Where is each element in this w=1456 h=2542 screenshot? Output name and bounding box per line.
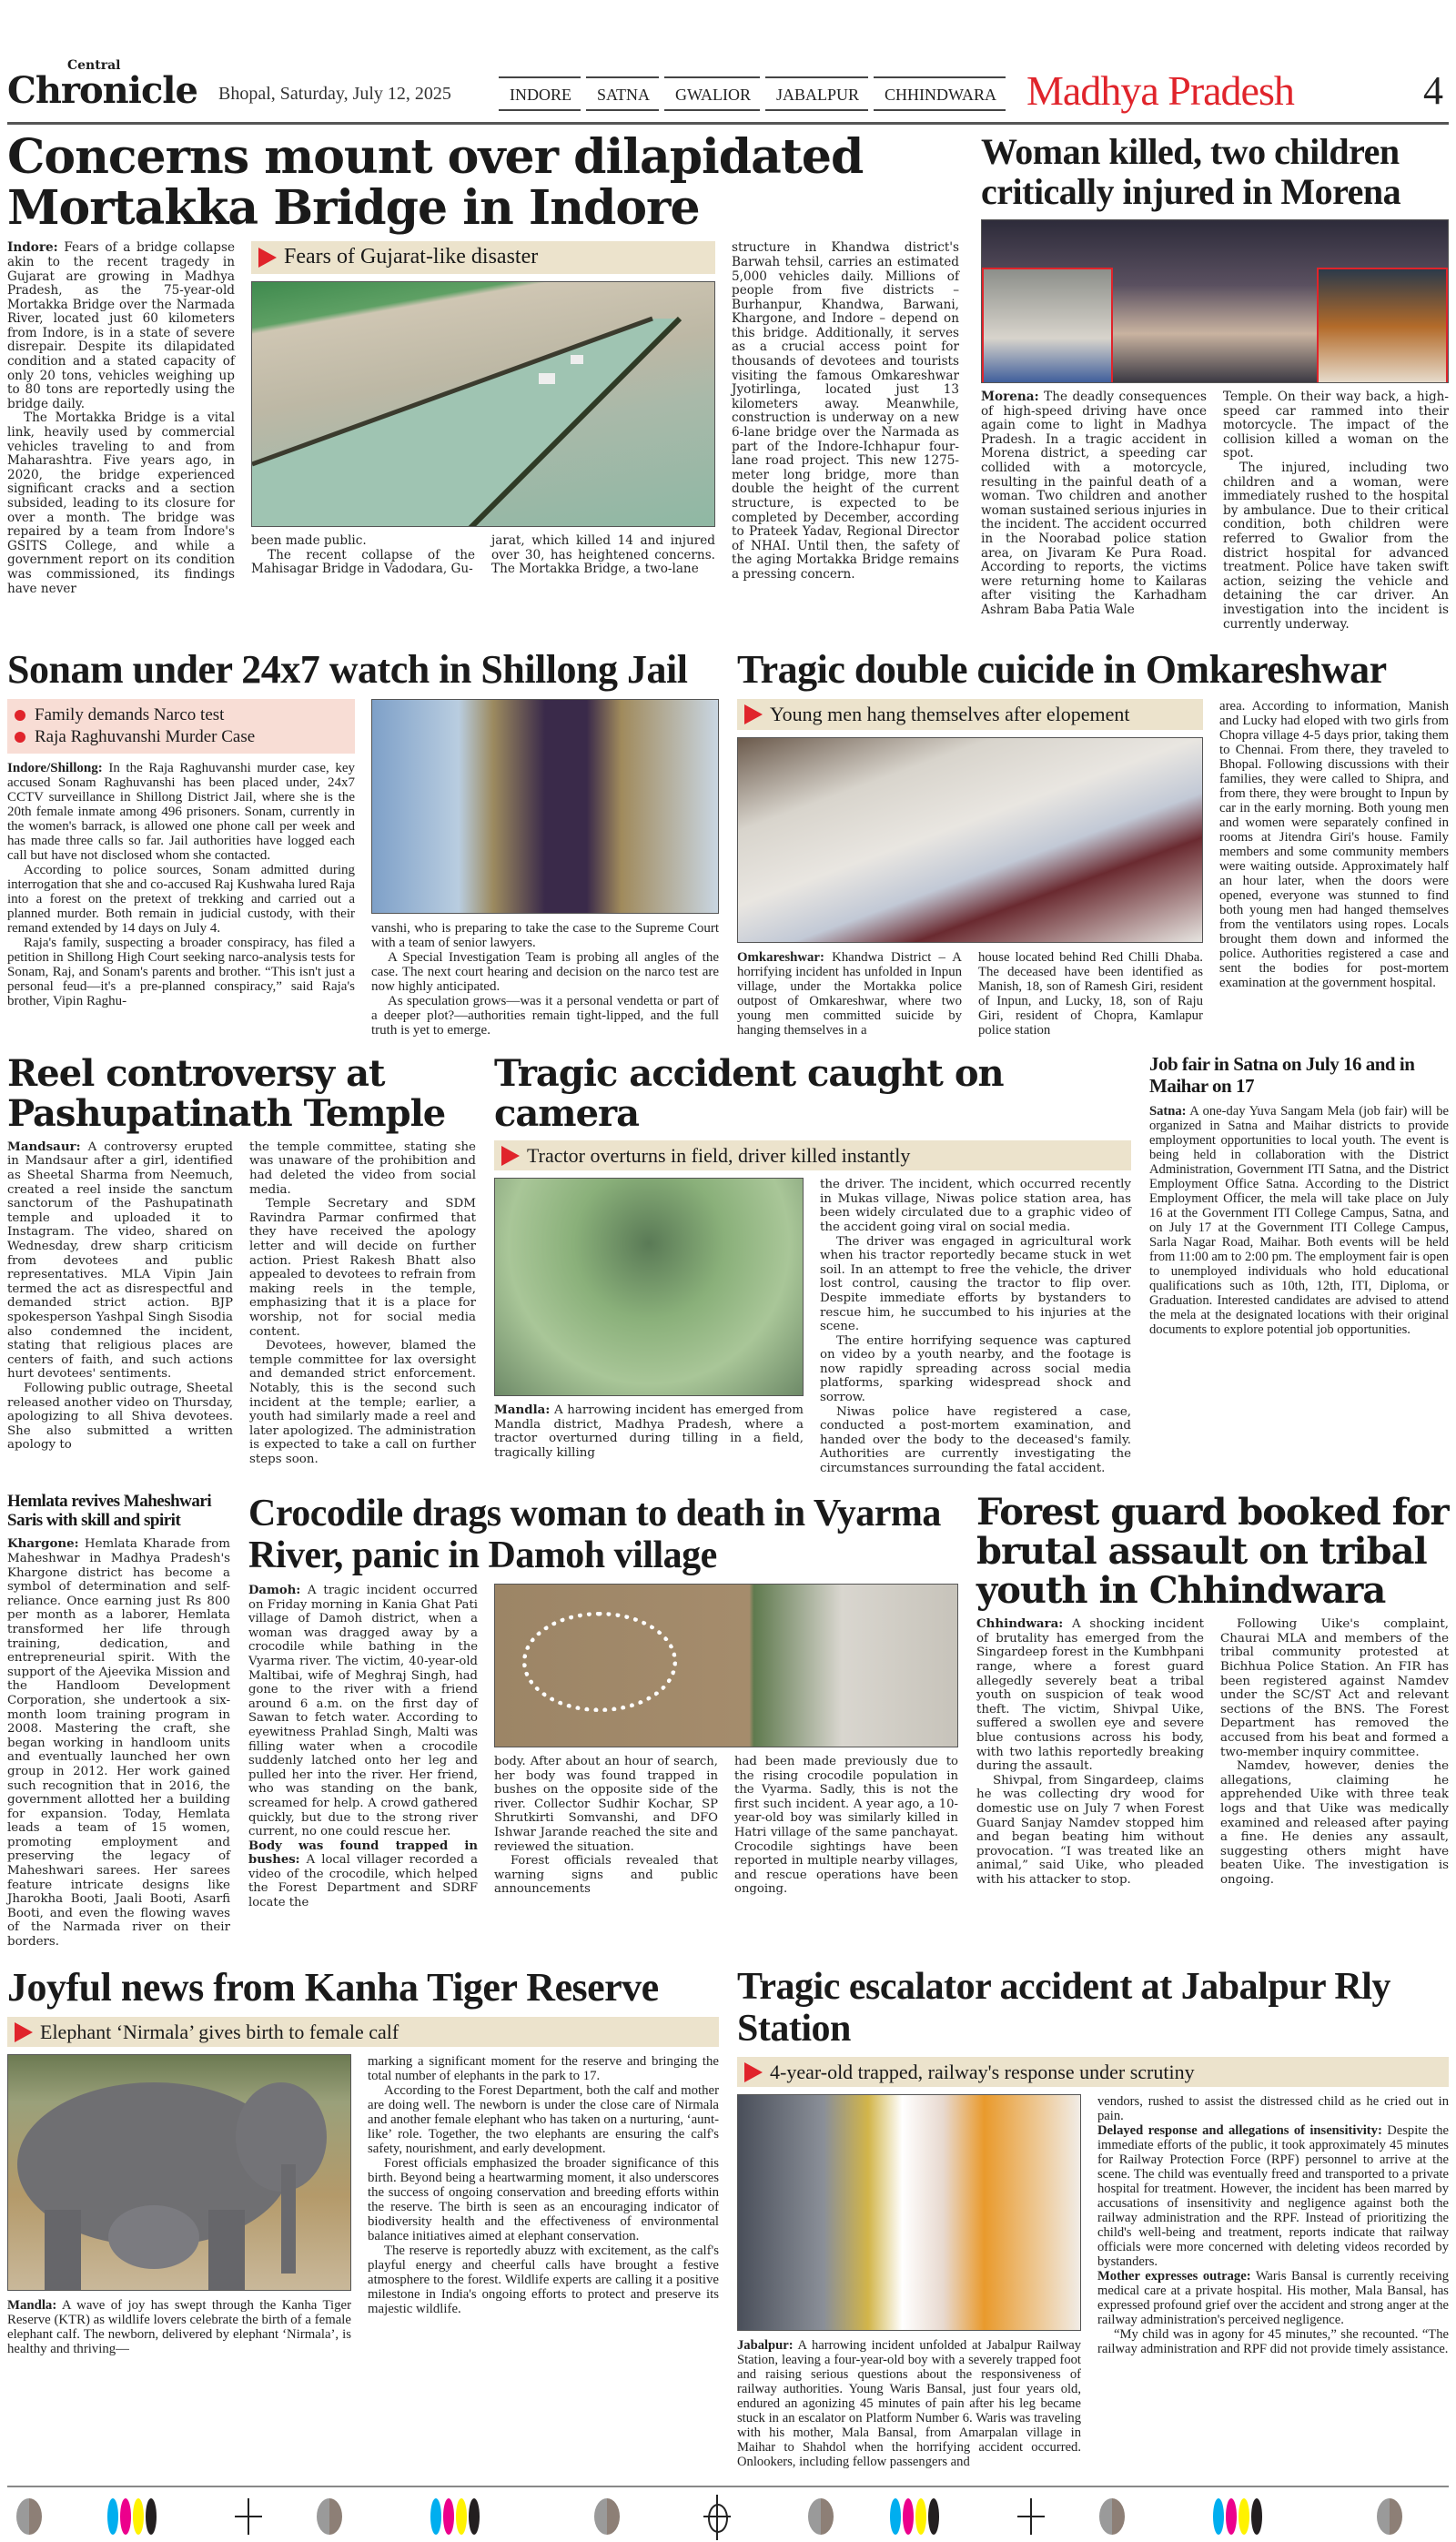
city-nav [499,76,1011,111]
highlight-circle [522,1612,677,1712]
paragraph: A harrowing incident unfolded at Jabalpur Railway Station, leaving a four-year-old boy with a severely trapped foot and raising serious questions about the responsiveness of railway authorities. Young Waris Bansal, just four years old, endured an agonizing 45 minutes of pain after his leg became stuck in an escalator on Platform Number 6. Waris was traveling with his mother, Mala Bansal, from Amarpalan village in Maihar to Shahdol when the horrifying accident occurred. Onlookers, including fellow passengers and [737,2338,1082,2470]
paragraph: Despite the immediate efforts of the public, it took approximately 45 minutes for Railway Protection Force (RPF) personnel to arrive at the scene. The child was eventually freed and transported to a private hospital for treatment. However, the incident has been marred by accusations of insensitivity and negligence against both the railway administration and the RPF. Instead of prioritizing the child's well-being and treatment, reports indicate that railway officials were more concerned with deleting videos recorded by bystanders. [1097,2123,1449,2270]
paragraph: Temple Secretary and SDM Ravindra Parmar confirmed that they have received the apology letter and will decide on further action. Priest Rakesh Bhatt also appealed to devotees to refrain from making reels in the temple, emphasizing that it is a place for worship, not for social media content. [249,1197,476,1339]
registration-dot-icon [594,2498,620,2535]
right-block [494,1584,958,1897]
paragraph: Niwas police have registered a case, conducted a post-mortem examination, and handed over the body to the deceased's family. Authorities are currently investigating the circumstances surrounding the fatal accident. [820,1404,1131,1476]
swatch-cyan [890,2498,901,2535]
paragraph: A one-day Yuva Sangam Mela (job fair) will be organized in Satna and Maihar districts to provide employment opportunities to local youth. The event is being held in collaboration with the District Administration, Government ITI Satna, and the District Employment Office Satna. According to the District Employment Officer, the mela will take place on July 16 at the Government ITI College Campus, Satna, and on July 17 at the Government ITI College Campus, Sarla Nagar Road, Maihar. Both events will be held from 11:00 am to 2:00 pm. The employment fair is open to unemployed individuals who hold educational qualifications such as 10th, 12th, ITI, Diploma, or Graduation. Interested candidates are advised to attend the mela at the designated locations with their original documents to explore potential job opportunities. [1149,1103,1449,1337]
swatch-yellow [133,2498,144,2535]
headline: Woman killed, two children critically injured in Morena [981,131,1401,212]
kicker-text: Tractor overturns in field, driver killed instantly [527,1143,911,1167]
column-4 [732,241,959,582]
logo-main: Chronicle [7,69,197,112]
paragraph: The entire horrifying sequence was captured on video by a youth nearby, and the footage is now rapidly spreading across social media platforms, sparking widespread shock and sorrow. [820,1333,1131,1405]
column-2 [371,921,719,1038]
right-block [371,699,719,1038]
article-tractor [494,1054,1131,1475]
swatch-cyan [430,2498,441,2535]
paragraph: marking a significant moment for the reserve and bringing the total number of elephants in the park to 17. [368,2054,719,2084]
registration-dot-icon [1099,2498,1125,2535]
subhead: Mother expresses outrage: [1097,2269,1251,2284]
paragraph: According to police sources, Sonam admitted during interrogation that she and co-accused Raj Kushwaha lured Raja into a forest on the pretext of trekking and carried out a planned murder. Both remain in judicial custody, with their remand extended by 14 days on July 4. [7,863,355,937]
article-body [737,699,1449,1037]
paragraph: A tragic incident occurred on Friday morning in Kania Ghat Pati village of Damoh district, when a woman was dragged away by a crocodile while bathing in the Vyarma river. The victim, 40-year-old Maltibai, wife of Meghraj Singh, had gone to the river with a friend around 6 a.m. on the first day of Sawan to fetch water. According to eyewitness Prahlad Singh, Malti was filling water when a crocodile suddenly latched onto her leg and pulled her into the river. Her friend, who was standing on the bank, screamed for help. A crowd gathered quickly, but due to the strong river current, no one could rescue her. [248,1584,478,1839]
article-sonam [7,648,719,1038]
print-registration-marks [7,2486,1449,2542]
left-block [7,699,355,1008]
column-1 [7,761,355,1008]
paragraph: The recent collapse of the Mahisagar Bridge in Vadodara, Gu- [251,547,475,577]
dateline: Satna: [1149,1103,1187,1119]
crosshair-icon [235,2498,262,2535]
article-forest [976,1490,1449,1888]
kicker [7,2017,719,2047]
column-2 [820,1178,1131,1475]
article-body [7,699,719,1038]
paragraph: the driver. The incident, which occurred recently in Mukas village, Niwas police station area, has been widely circulated due to a graphic video of the accident going viral on social media. [820,1178,1131,1234]
column-1 [737,950,962,1038]
registration-dot-icon [1377,2498,1402,2535]
photo-sonam [371,699,719,914]
paragraph: The driver was engaged in agricultural work when his tractor reportedly became stuck in wet soil. In an attempt to free the vehicle, the driver lost control, causing the tractor to flip over. Despite immediate efforts by bystanders to rescue him, he succumbed to his injuries at the scene. [820,1234,1131,1334]
photo-omkareshwar [737,737,1203,943]
red-dot-icon [15,732,25,743]
subhead: Delayed response and allegations of insensitivity: [1097,2123,1382,2139]
row-4 [7,1490,1449,1950]
registration-dot-icon [317,2498,342,2535]
headline: Tragic double cuicide in Omkareshwar [737,647,1387,693]
center-block [251,241,715,576]
paragraph: Shivpal, from Singardeep, claims he was collecting dry wood for domestic use on July 7 when Forest Guard Sanjay Namdev stopped him and began beating him without provocation. “I was treated like an animal,” said Uike, who pleaded with his attacker to stop. [976,1773,1204,1887]
row-3 [7,1054,1449,1475]
dateline: Chhindwara: [976,1616,1064,1632]
headline: Forest guard booked for brutal assault on tribal youth in Chhindwara [976,1490,1449,1612]
paragraph: The reserve is reportedly abuzz with excitement, as the calf's playful energy and cheerful calls have brought a festive atmosphere to the forest. Wildlife experts are calling it a positive milestone in India's ongoing efforts to protect and preserve its majestic wildlife. [368,2243,719,2317]
paragraph: A harrowing incident has emerged from Mandla district, Madhya Pradesh, where a tractor overturned during tilling in a field, tragically killing [494,1403,804,1460]
dateline: Damoh: [248,1584,301,1597]
registration-dot-icon [808,2498,834,2535]
paragraph: Forest officials emphasized the broader significance of this birth. Beyond being a heartwarming moment, it also underscores the success of ongoing conservation and breeding efforts within the reserve. The birth is seen as an encouraging indicator of biodiversity health and the effectiveness of environmental balance initiatives aimed at elephant conservation. [368,2156,719,2244]
swatch-black [146,2498,157,2535]
paragraph: vendors, rushed to assist the distressed child as he cried out in pain. [1097,2094,1449,2124]
triangle-bullet-icon [501,1146,520,1166]
paragraph: The Mortakka Bridge is a vital link, heavily used by commercial vehicles traveling to and from Maharashtra. Five years ago, in 2020, the bridge experienced significant cracks and a section subsided, leading to its closure for over a month. The bridge was repaired by a team from Indore's GSITS College, and while a government report on its condition was commissioned, its findings have never [7,410,235,596]
article-body [248,1584,958,1910]
photo-morena [981,219,1449,383]
kicker [737,699,1203,729]
dateline: Mandla: [7,2298,57,2314]
elephant-illustration [8,2055,351,2291]
article-body [7,2054,719,2356]
headline: Reel controversy at Pashupatinath Temple [7,1052,446,1135]
triangle-bullet-icon [15,2022,33,2042]
left-block [737,2094,1081,2469]
swatch-magenta [443,2498,454,2535]
column-2 [249,1140,476,1467]
paragraph: had been made previously due to the rising crocodile population in the Vyarma. Sadly, this is not the first such incident. A year ago, a 10-year-old boy was similarly killed in Hatri village of the same panchayat. Crocodile sightings have been reported in multiple nearby villages, and rescue operations have been ongoing. [734,1755,958,1897]
article-escalator [737,1966,1449,2470]
red-dot-icon [15,710,25,721]
newspaper-page [7,0,1449,2542]
swatch-cyan [1213,2498,1224,2535]
dateline: Omkareshwar: [737,949,824,965]
paragraph: body. After about an hour of search, her body was found trapped in bushes on the opposite side of the river. Collector Sudhir Kochar, SP Shrutkirti Somvanshi, and DFO Ishwar Jarande reached the site and reviewed the situation. [494,1755,718,1854]
dateline: Jabalpur: [737,2338,794,2354]
column-2 [1220,1617,1449,1887]
column-2 [251,534,475,577]
left-columns [737,950,1203,1038]
row-1 [7,129,1449,632]
column-1 [7,1140,233,1453]
city-tab-chhindwara[interactable]: CHHINDWARA [874,76,1006,111]
kicker-text: Fears of Gujarat-like disaster [284,245,539,269]
bridge-illustration [252,282,715,527]
headline: Sonam under 24x7 watch in Shillong Jail [7,647,688,693]
bullet-item [15,726,348,748]
paragraph: The deadly consequences of high-speed driving have once again come to light in Madhya Pradesh. In a tragic accident in Morena district, a speeding car collided with a motorcycle, resulting in the painful death of a woman. Two children and another woman sustained serious injuries in the incident. The accident occurred in the Noorabad police station area, on Jivaram Ke Pura Road. According to reports, the victims were returning home to Kailaras after visiting the Karhadham Ashram Baba Patia Wale [981,390,1207,617]
headline: Joyful news from Kanha Tiger Reserve [7,1964,659,2010]
column-1 [981,390,1207,618]
photo-bridge [251,281,715,527]
paragraph: Fears of a bridge collapse akin to the recent tragedy in Gujarat are growing in Madhya Pradesh, as the 75-year-old Mortakka Bridge over the Narmada River, located just 60 kilometers from Indore, is in a state of severe disrepair. Despite its dilapidated condition and a stated capacity of only 20 tons, vehicles weighing up to 80 tons are reportedly using the bridge daily. [7,240,236,411]
bullet-item [15,704,348,726]
article-kanha [7,1966,719,2357]
row-5 [7,1966,1449,2470]
article-crocodile [248,1493,958,1910]
swatch-magenta [903,2498,914,2535]
article-body [494,1178,1131,1475]
paragraph: been made public. [251,532,367,548]
paragraph: Khandwa District – A horrifying incident has unfolded in Inpun village, under the Mortakka police outpost of Omkareshwar, where two young men committed suicide by hanging themselves in a [737,949,962,1038]
swatch-yellow [915,2498,926,2535]
swatch-yellow [456,2498,467,2535]
article-reel [7,1054,476,1466]
column-1 [737,2338,1081,2469]
dateline: Indore: [7,240,58,256]
article-mortakka [7,129,963,596]
city-tab-satna[interactable]: SATNA [586,76,659,111]
article-body [981,390,1449,632]
cmyk-swatch-icon [430,2498,480,2535]
headline: Concerns mount over dilapidated Mortakka Bridge in Indore [7,129,864,237]
paragraph: A wave of joy has swept through the Kanha Tiger Reserve (KTR) as wildlife lovers celebrate the birth of a female elephant calf. The newborn, delivered by elephant ‘Nirmala’, is healthy and thriving— [7,2298,352,2357]
bullet-text: Family demands Narco test [35,705,225,725]
paragraph: In the Raja Raghuvanshi murder case, key accused Sonam Raghuvanshi has been placed under, 24x7 CCTV surveillance in Shillong District Jail, where she is the 20th female inmate among 496 prisoners. Sonam, currently in the women's barrack, is allowed one phone call per week and has made three calls so far. Jail authorities have logged each call but have not disclosed whom she contacted. [7,761,356,864]
paragraph: Namdev, however, denies the allegations, claiming he apprehended Uike with three teak logs and that Uike was medically examined and released after paying a fine. He denies any assault, suggesting others might have beaten Uike. The investigation is ongoing. [1220,1759,1449,1887]
dateline: Bhopal, Saturday, July 12, 2025 [218,84,451,104]
column-3 [1219,699,1449,990]
page-number: 4 [1423,68,1443,113]
paragraph: “My child was in agony for 45 minutes,” she recounted. “The railway administration and RPF did not provide timely assistance. [1097,2327,1449,2357]
section-title: Madhya Pradesh [1026,67,1294,114]
article-jobfair [1149,1054,1449,1336]
dateline: Morena: [981,390,1039,404]
dateline: Mandsaur: [7,1139,81,1154]
city-tab-jabalpur[interactable]: JABALPUR [765,76,868,111]
paragraph: A Special Investigation Team is probing all angles of the case. The next court hearing and decision on the narco test are now highly anticipated. [371,950,719,995]
column-2 [978,950,1203,1038]
triangle-bullet-icon [744,2062,763,2082]
city-tab-indore[interactable]: INDORE [499,76,581,111]
paragraph: structure in Khandwa district's Barwah tehsil, carries an estimated 5,000 vehicles daily. Millions of people from five districts – Burhanpur, Khandwa, Barwani, Khargone, and Indore – depend on this bridge. Additionally, it serves as a crucial access point for thousands of devotees and tourists visiting the famous Omkareshwar Jyotirlinga, located just 13 kilometers away. Meanwhile, construction is underway on a new 6-lane bridge over the Narmada as part of the Indore-Ichhapur four-lane road project. This new 1275-meter long bridge, more than double the height of the current structure, is expected to be completed by December, according to Prateek Yadav, Regional Director of NHAI. Until then, the safety of the aging Mortakka Bridge remains a pressing concern. [732,240,959,582]
right-columns [494,1755,958,1897]
kicker-text: 4-year-old trapped, railway's response under scrutiny [770,2061,1195,2083]
column-1 [494,1403,804,1460]
article-hemlata [7,1493,230,1950]
cmyk-swatch-icon [890,2498,939,2535]
photo-elephant [7,2054,351,2291]
headline: Tragic accident caught on camera [494,1052,1004,1135]
paragraph: the temple committee, stating she was unaware of the prohibition and had deleted the video from social media. [249,1139,476,1197]
paragraph: house located behind Red Chilli Dhaba. The deceased have been identified as Manish, 18, son of Ramesh Giri, resident of Inpun, and Lucky, 18, son of Raju Giri, resident of Chopra, Kamlapur police station [978,949,1203,1038]
cmyk-swatch-icon [1213,2498,1262,2535]
logo [7,58,197,116]
dateline: Khargone: [7,1536,79,1552]
photo-crocodile [494,1584,958,1747]
column-2 [368,2054,719,2316]
paragraph: A shocking incident of brutality has emerged from the Singardeep forest in the Kumbhpani range, where a forest guard allegedly severely beat a tribal youth on suspicion of teak wood theft. The victim, Shivpal Uike, suffered a swollen eye and severe blue contusions across his body, with two lathis reportedly breaking during the assault. [976,1617,1204,1774]
paragraph: Devotees, however, blamed the temple committee for lax oversight and demanded strict enforcement. Notably, this is the second such incident at the temple; earlier, a youth had similarly made a reel and later apologized. The administration is expected to take a call on further steps soon. [249,1339,476,1466]
triangle-bullet-icon [258,248,277,268]
inset-photo-right [1317,268,1448,383]
dateline: Mandla: [494,1403,551,1418]
row-2 [7,648,1449,1038]
article-body [7,1140,476,1467]
city-tab-gwalior[interactable]: GWALIOR [664,76,760,111]
triangle-bullet-icon [744,704,763,724]
column-2 [1097,2094,1449,2356]
kicker-text: Young men hang themselves after elopement [770,703,1130,726]
article-body [976,1617,1449,1887]
paragraph: Raja's family, suspecting a broader conspiracy, has filed a petition in Shillong High Court seeking narco-analysis tests for Sonam, Raj, and Sonam's parents and brother. “This isn't just a personal feud—it's a pre-planned conspiracy,” said Raja's brother, Vipin Raghu- [7,936,355,1009]
paragraph: A controversy erupted in Mandsaur after a girl, identified as Sheetal Sharma from Neemuch, created a reel inside the sanctum sanctorum of the Pashupatinath temple and uploaded it to Instagram. The video, shared on Wednesday, drew sharp criticism from devotees and public representatives. MLA Vipin Jain termed the act as disrespectful and demanded strict action. BJP spokesperson Yashpal Singh Sisodia also condemned the incident, stating that religious places are centers of faith, and such actions hurt devotees' sentiments. [7,1139,233,1382]
kicker [251,241,715,274]
column-3 [491,534,715,577]
paragraph: According to the Forest Department, both the calf and mother are doing well. The newborn is under the close care of Nirmala and another female elephant who has taken on a nurturing, ‘aunt-like’ role. Together, the two elephants are ensuring the calf's safety, nourishment, and early development. [368,2083,719,2157]
column-1 [1149,1104,1449,1337]
bullet-text: Raja Raghuvanshi Murder Case [35,727,256,747]
logo-small: Central [67,58,121,73]
paragraph: Following public outrage, Sheetal released another video on Thursday, apologizing to all Shiva devotees. She also submitted a written apology to [7,1381,233,1453]
left-block [7,2054,351,2356]
photo-tractor [494,1178,804,1396]
paragraph: Forest officials revealed that warning signs and public announcements [494,1854,718,1897]
photo-escalator [737,2094,1081,2331]
dateline: Indore/Shillong: [7,761,103,776]
headline: Crocodile drags woman to death in Vyarma River, panic in Damoh village [248,1492,941,1576]
article-morena [981,132,1449,632]
swatch-magenta [120,2498,131,2535]
registration-target-icon [703,2495,731,2540]
swatch-yellow [1239,2498,1249,2535]
column-1 [7,1537,230,1949]
bullet-box [7,699,355,754]
paragraph: A local villager recorded a video of the crocodile, which helped the Forest Department and SDRF locate the [248,1853,478,1910]
paragraph: Following Uike's complaint, Chaurai MLA and members of the tribal community protested at Bichhua Police Station. An FIR has been registered against Namdev under the SC/ST Act and relevant sections of the BNS. The Forest Department has removed the accused from his beat and formed a two-member inquiry committee. [1220,1617,1449,1759]
paragraph: Temple. On their way back, a high-speed car rammed into their motorcycle. The impact of the collision killed a woman on the spot. [1223,390,1449,461]
paragraph: vanshi, who is preparing to take the case to the Supreme Court with a team of senior lawyers. [371,921,719,951]
article-body [7,241,963,596]
kicker [494,1140,1131,1170]
swatch-black [928,2498,939,2535]
center-columns [251,534,715,577]
left-block [737,699,1203,1037]
column-1 [7,241,235,596]
cmyk-swatch-icon [107,2498,157,2535]
headline: Hemlata revives Maheshwari Saris with skill and spirit [7,1491,212,1530]
column-2 [494,1755,718,1897]
headline: Job fair in Satna on July 16 and in Maihar on 17 [1149,1053,1415,1097]
subhead: Body was found trapped in bushes: [248,1838,478,1868]
kicker-text: Elephant ‘Nirmala’ gives birth to female calf [40,2020,399,2044]
registration-dot-icon [16,2498,42,2535]
swatch-cyan [107,2498,118,2535]
left-block [494,1178,804,1460]
column-3 [734,1755,958,1897]
column-2 [1223,390,1449,632]
swatch-black [1251,2498,1262,2535]
paragraph: Hemlata Kharade from Maheshwar in Madhya Pradesh's Khargone district has become a symbol of determination and self-reliance. Once earning just Rs 800 per month as a laborer, Hemlata transformed her life through training, dedication, and entrepreneurial spirit. With the support of the Ajeevika Mission and the Handloom Development Corporation, she undertook a six-month loom training program in 2008. Mastering the craft, she began working in handloom units and eventually launched her own group in 2012. Her work gained such recognition that in 2016, the government allotted her a building for expansion. Today, Hemlata leads a team of 15 women, promoting employment and preserving the legacy of Maheshwari sarees. Her sarees feature intricate designs like Jharokha Booti, Jaali Booti, Asarfi Booti, and even the flowing waves of the Narmada river on their borders. [7,1537,230,1950]
masthead [7,58,1449,125]
swatch-black [469,2498,480,2535]
paragraph: The injured, including two children and a woman, were immediately rushed to the hospital by ambulance. Due to their critical condition, both children were referred to Gwalior from the district hospital for advanced treatment. Police have taken swift action, seizing the vehicle and detaining the car driver. An investigation into the incident is currently underway. [1223,460,1449,632]
column-1 [248,1584,478,1910]
crosshair-icon [1017,2498,1045,2535]
paragraph: area. According to information, Manish and Lucky had eloped with two girls from Chopra village 4-5 days prior, taking them to Chennai. From there, they traveled to Bhopal. Following discussions with their families, they were called to Shipra, and from there, they were brought to Inpun by car in the early morning. Both young men and women were separately confined in rooms at Jitendra Giri's house. Family members and some community members were waiting outside. Approximately half an hour later, when the doors were opened, everyone was stunned to find both young men had hanged themselves from the ventilators using ropes. Locals brought them down and informed the police. Authorities registered a case and sent the bodies for post-mortem examination at the government hospital. [1219,699,1449,991]
paragraph: Waris Bansal is currently receiving medical care at a private hospital. His mother, Mala Bansal, has expressed profound grief over the accident and strong anger at the railway administration's perceived negligence. [1097,2269,1449,2328]
swatch-magenta [1226,2498,1237,2535]
column-1 [7,2298,351,2356]
inset-photo-left [982,268,1113,383]
article-body [737,2094,1449,2469]
article-omkareshwar [737,648,1449,1038]
column-1 [976,1617,1204,1887]
paragraph: As speculation grows—was it a personal vendetta or part of a deeper plot?—authorities remain tight-lipped, and the full truth is yet to emerge. [371,994,719,1038]
headline: Tragic escalator accident at Jabalpur Rly Station [737,1965,1390,2050]
kicker [737,2057,1449,2087]
paragraph: jarat, which killed 14 and injured over 30, has heightened concerns. The Mortakka Bridge, a two-lane [491,532,715,577]
